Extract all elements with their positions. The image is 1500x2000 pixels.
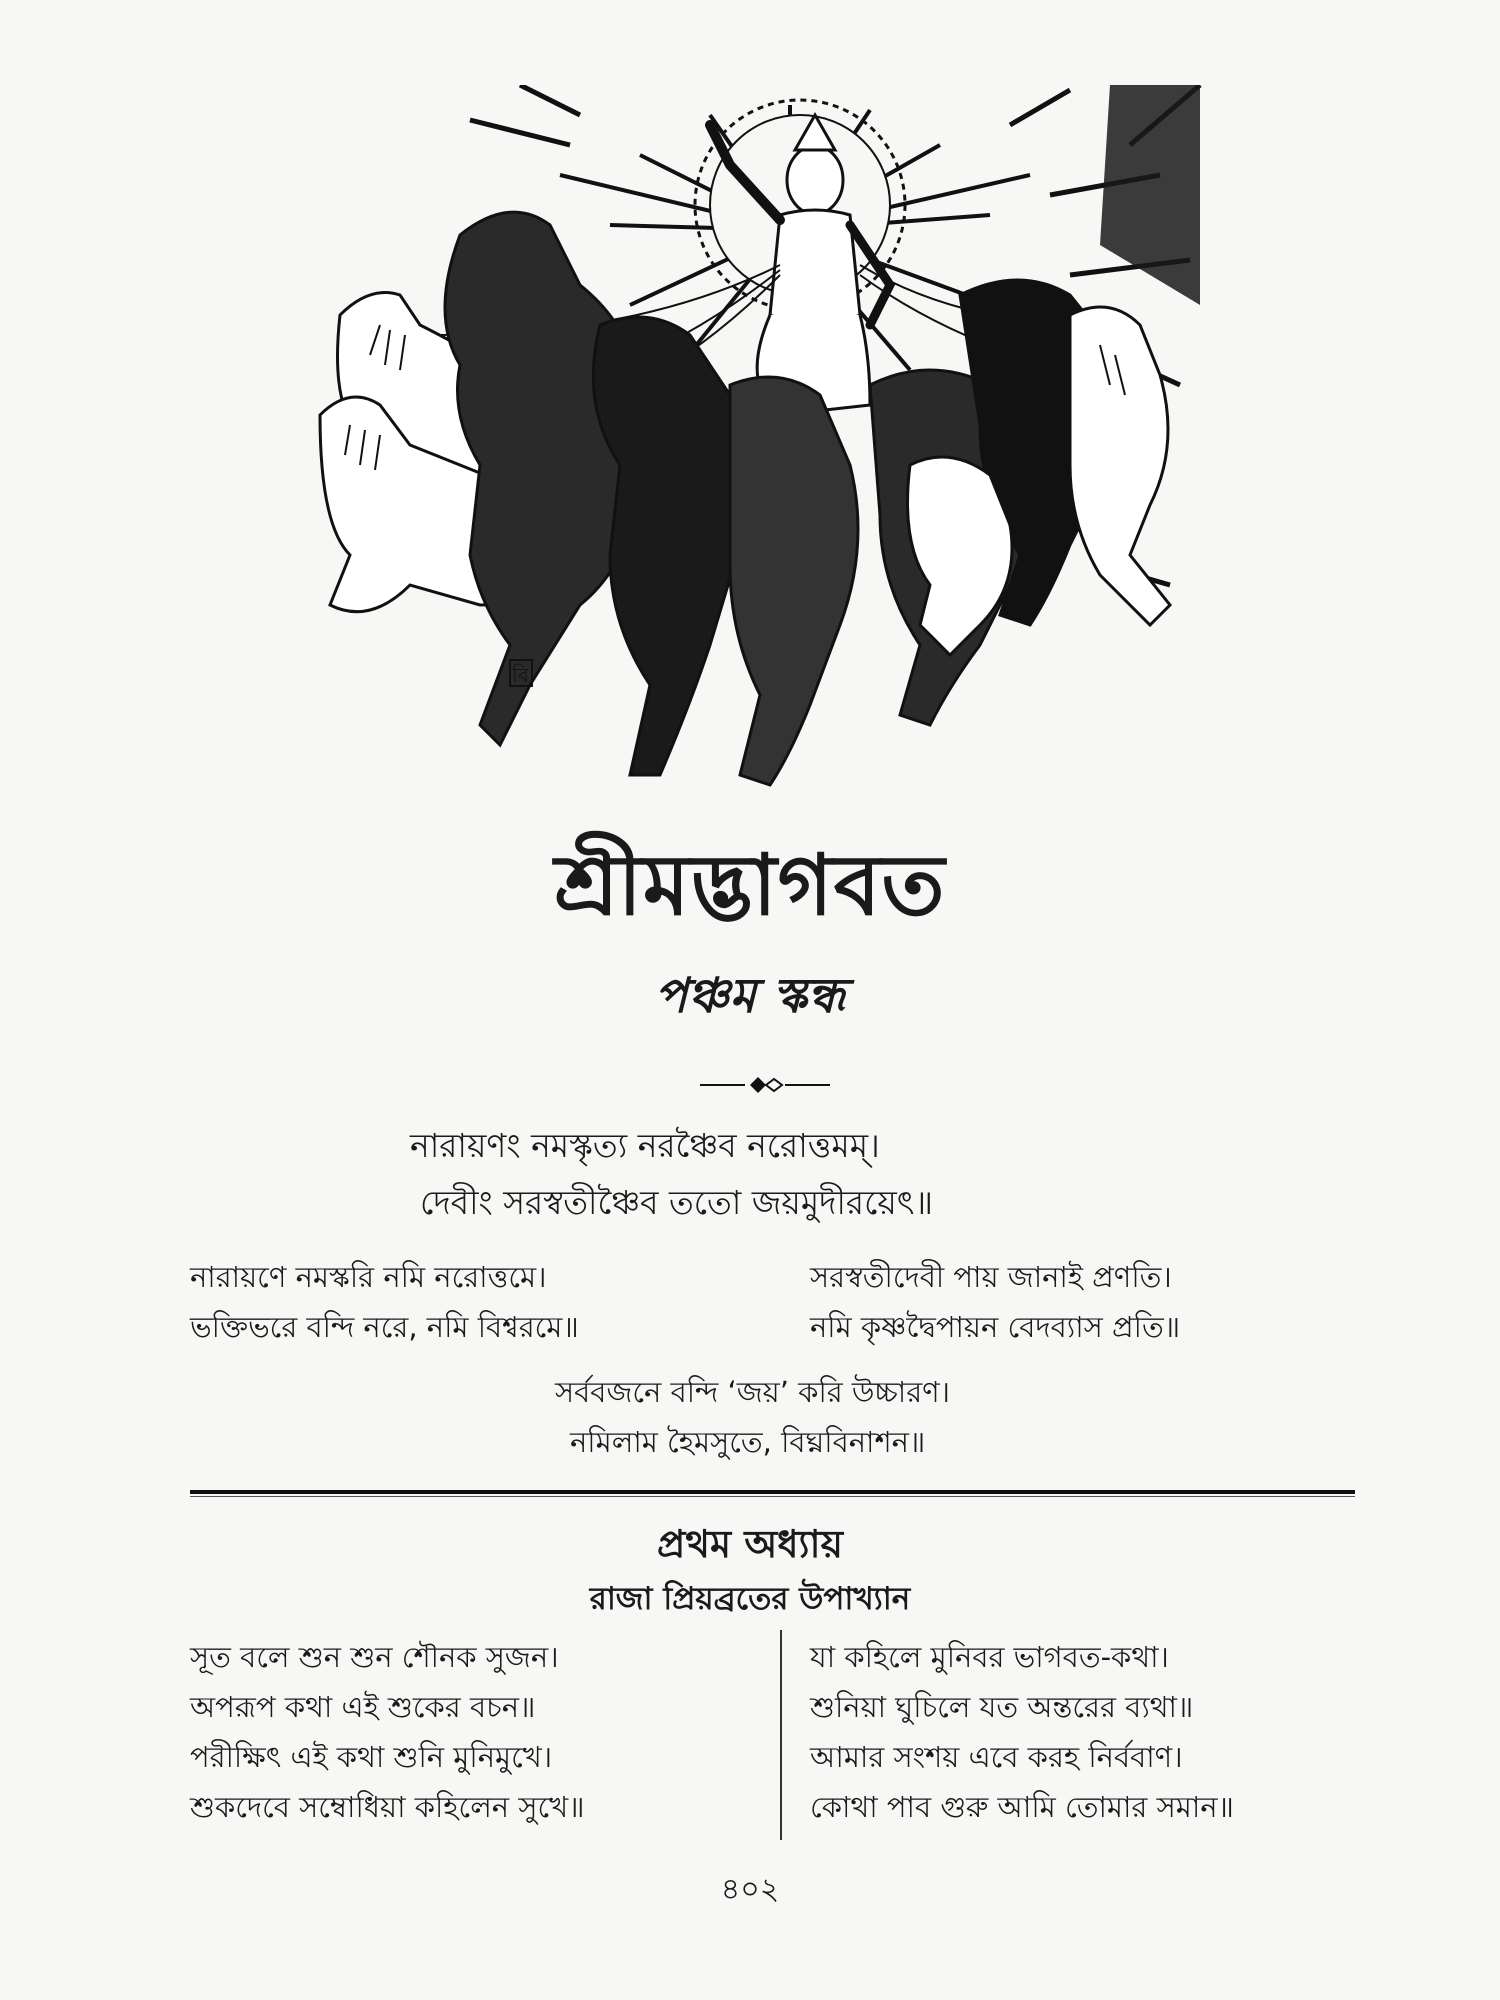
- chapter-left-line-2: অপরূপ কথা এই শুকের বচন॥: [190, 1690, 536, 1724]
- invocation-left-line-2: ভক্তিভরে বন্দি নরে, নমি বিশ্বরমে॥: [190, 1310, 579, 1344]
- chapter-right-line-3: আমার সংশয় এবে করহ নির্ববাণ।: [810, 1740, 1183, 1774]
- chapter-right-line-1: যা কহিলে মুনিবর ভাগবত-কথা।: [810, 1640, 1169, 1674]
- section-rule-thin: [190, 1496, 1355, 1497]
- ornament-divider: [700, 1070, 830, 1100]
- column-divider: [780, 1630, 782, 1840]
- sloka-line-2: দেবীং সরস্বতীঞ্চৈব ততো জয়মুদীরয়েৎ॥: [420, 1183, 934, 1222]
- chapter-right-line-4: কোথা পাব গুরু আমি তোমার সমান॥: [810, 1790, 1234, 1824]
- page-title: শ্রীমদ্ভাগবত: [554, 836, 946, 934]
- section-subtitle: পঞ্চম স্কন্ধ: [654, 968, 846, 1024]
- invocation-center-line-2: নমিলাম হৈমসুতে, বিঘ্নবিনাশন॥: [570, 1425, 926, 1459]
- sloka-line-1: নারায়ণং নমস্কৃত্য নরঞ্চৈব নরোত্তমম্।: [410, 1126, 880, 1165]
- horses: [320, 212, 1170, 785]
- chapter-left-line-3: পরীক্ষিৎ এই কথা শুনি মুনিমুখে।: [190, 1740, 553, 1774]
- invocation-right-line-1: সরস্বতীদেবী পায় জানাই প্রণতি।: [810, 1260, 1172, 1294]
- invocation-center-line-1: সর্ববজনে বন্দি ‘জয়’ করি উচ্চারণ।: [555, 1375, 951, 1409]
- sun-chariot-illustration: [310, 85, 1210, 790]
- section-rule: [190, 1490, 1355, 1494]
- invocation-left-line-1: নারায়ণে নমস্করি নমি নরোত্তমে।: [190, 1260, 547, 1294]
- chapter-subtitle: রাজা প্রিয়ব্রতের উপাখ্যান: [589, 1581, 911, 1617]
- artist-mark: বি: [512, 663, 529, 687]
- chapter-right-line-2: শুনিয়া ঘুচিলে যত অন্তরের ব্যথা॥: [810, 1690, 1194, 1724]
- invocation-right-line-2: নমি কৃষ্ণদ্বৈপায়ন বেদব্যাস প্রতি॥: [810, 1310, 1181, 1344]
- chapter-title: প্রথম অধ্যায়: [657, 1522, 843, 1566]
- chapter-left-line-1: সূত বলে শুন শুন শৌনক সুজন।: [190, 1640, 559, 1674]
- page-number: ৪০২: [720, 1872, 780, 1907]
- chapter-left-line-4: শুকদেবে সম্বোধিয়া কহিলেন সুখে॥: [190, 1790, 585, 1824]
